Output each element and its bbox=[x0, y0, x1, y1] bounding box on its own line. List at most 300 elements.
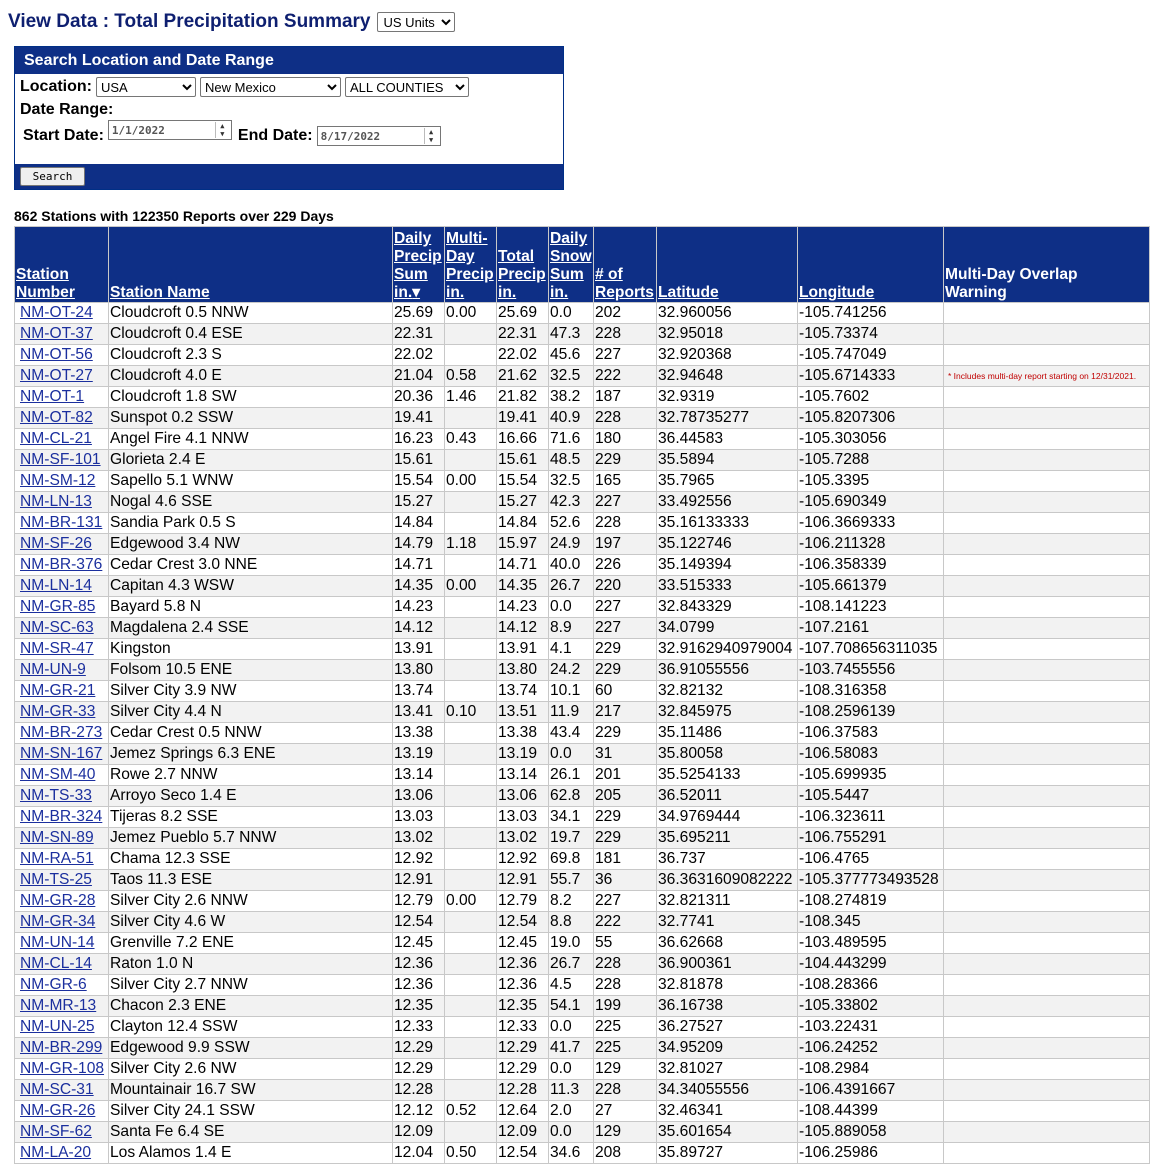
longitude-cell: -105.5447 bbox=[798, 786, 944, 807]
search-panel bbox=[14, 46, 564, 190]
multi-day-precip-cell bbox=[445, 807, 497, 828]
table-row bbox=[15, 576, 1150, 597]
station-name-cell: Angel Fire 4.1 NNW bbox=[109, 429, 393, 450]
latitude-cell: 36.27527 bbox=[657, 1017, 798, 1038]
end-date-label: End Date: bbox=[237, 127, 313, 144]
table-row bbox=[15, 345, 1150, 366]
total-precip-cell: 13.14 bbox=[497, 765, 549, 786]
station-number-link[interactable]: NM-GR-108 bbox=[20, 1060, 105, 1077]
station-number-link[interactable]: NM-SN-89 bbox=[20, 829, 94, 846]
start-date-value: 1/1/2022 bbox=[111, 123, 165, 137]
station-name-cell: Jemez Springs 6.3 ENE bbox=[109, 744, 393, 765]
report-count-cell: 228 bbox=[594, 513, 657, 534]
station-number-link[interactable]: NM-LN-14 bbox=[20, 577, 92, 594]
header-reports[interactable] bbox=[594, 227, 657, 303]
report-count-cell: 227 bbox=[594, 492, 657, 513]
overlap-warning-cell bbox=[944, 954, 1150, 975]
total-precip-cell: 21.62 bbox=[497, 366, 549, 387]
overlap-warning-cell bbox=[944, 513, 1150, 534]
multi-day-precip-cell: 0.00 bbox=[445, 891, 497, 912]
header-warning: Multi-Day Overlap Warning bbox=[944, 227, 1150, 303]
station-number-cell bbox=[15, 429, 109, 450]
multi-day-precip-cell bbox=[445, 450, 497, 471]
report-count-cell: 55 bbox=[594, 933, 657, 954]
daily-precip-cell: 14.79 bbox=[393, 534, 445, 555]
longitude-cell: -108.28366 bbox=[798, 975, 944, 996]
station-number-link[interactable]: NM-GR-28 bbox=[20, 892, 96, 909]
daily-snow-cell: 42.3 bbox=[549, 492, 594, 513]
table-row bbox=[15, 786, 1150, 807]
overlap-warning-cell bbox=[944, 639, 1150, 660]
table-row bbox=[15, 534, 1150, 555]
daily-precip-cell: 12.45 bbox=[393, 933, 445, 954]
report-count-cell: 228 bbox=[594, 324, 657, 345]
table-row bbox=[15, 996, 1150, 1017]
daily-precip-cell: 12.36 bbox=[393, 975, 445, 996]
daily-precip-cell: 20.36 bbox=[393, 387, 445, 408]
report-count-cell: 229 bbox=[594, 450, 657, 471]
multi-day-precip-cell: 0.00 bbox=[445, 576, 497, 597]
table-row bbox=[15, 1122, 1150, 1143]
station-number-cell bbox=[15, 954, 109, 975]
sort-latitude-link[interactable]: Latitude bbox=[658, 284, 719, 301]
station-number-cell bbox=[15, 1017, 109, 1038]
station-name-cell: Silver City 4.6 W bbox=[109, 912, 393, 933]
county-select[interactable] bbox=[345, 77, 469, 97]
station-number-link[interactable]: NM-LA-20 bbox=[20, 1144, 92, 1161]
total-precip-cell: 15.54 bbox=[497, 471, 549, 492]
station-number-link[interactable]: NM-SF-101 bbox=[20, 451, 101, 468]
header-station-number[interactable] bbox=[15, 227, 109, 303]
overlap-warning-cell bbox=[944, 1080, 1150, 1101]
daily-snow-cell: 0.0 bbox=[549, 303, 594, 324]
station-number-cell bbox=[15, 366, 109, 387]
station-number-link[interactable]: NM-TS-33 bbox=[20, 787, 92, 804]
units-select[interactable] bbox=[377, 12, 455, 32]
daily-precip-cell: 15.54 bbox=[393, 471, 445, 492]
total-precip-cell: 21.82 bbox=[497, 387, 549, 408]
total-precip-cell: 13.06 bbox=[497, 786, 549, 807]
total-precip-cell: 19.41 bbox=[497, 408, 549, 429]
daily-precip-cell: 12.29 bbox=[393, 1038, 445, 1059]
longitude-cell: -105.377773493528 bbox=[798, 870, 944, 891]
station-number-link[interactable]: NM-SR-47 bbox=[20, 640, 94, 657]
station-number-link[interactable]: NM-UN-25 bbox=[20, 1018, 95, 1035]
daily-precip-cell: 14.12 bbox=[393, 618, 445, 639]
daily-precip-cell: 12.36 bbox=[393, 954, 445, 975]
overlap-warning-cell bbox=[944, 891, 1150, 912]
station-name-cell: Chacon 2.3 ENE bbox=[109, 996, 393, 1017]
daily-snow-cell: 4.1 bbox=[549, 639, 594, 660]
page-title: View Data : Total Precipitation Summary bbox=[8, 11, 371, 32]
multi-day-precip-cell bbox=[445, 870, 497, 891]
station-name-cell: Silver City 2.7 NNW bbox=[109, 975, 393, 996]
overlap-warning-cell bbox=[944, 681, 1150, 702]
start-date-spinner-icon[interactable]: ▲ ▼ bbox=[215, 122, 229, 138]
station-number-link[interactable]: NM-CL-21 bbox=[20, 430, 92, 447]
daily-snow-cell: 24.9 bbox=[549, 534, 594, 555]
longitude-cell: -105.889058 bbox=[798, 1122, 944, 1143]
overlap-warning-cell bbox=[944, 576, 1150, 597]
station-number-link[interactable]: NM-BR-273 bbox=[20, 724, 103, 741]
daily-precip-cell: 13.80 bbox=[393, 660, 445, 681]
station-number-cell bbox=[15, 1059, 109, 1080]
station-number-link[interactable]: NM-GR-33 bbox=[20, 703, 96, 720]
report-count-cell: 220 bbox=[594, 576, 657, 597]
header-latitude[interactable] bbox=[657, 227, 798, 303]
station-name-cell: Sunspot 0.2 SSW bbox=[109, 408, 393, 429]
daily-snow-cell: 34.6 bbox=[549, 1143, 594, 1164]
station-name-cell: Sandia Park 0.5 S bbox=[109, 513, 393, 534]
header-total-precip[interactable] bbox=[497, 227, 549, 303]
station-number-link[interactable]: NM-OT-24 bbox=[20, 304, 93, 321]
station-number-link[interactable]: NM-OT-27 bbox=[20, 367, 93, 384]
multi-day-precip-cell: 0.00 bbox=[445, 303, 497, 324]
station-name-cell: Cloudcroft 1.8 SW bbox=[109, 387, 393, 408]
latitude-cell: 32.845975 bbox=[657, 702, 798, 723]
daily-precip-cell: 14.35 bbox=[393, 576, 445, 597]
daily-snow-cell: 0.0 bbox=[549, 597, 594, 618]
overlap-warning-cell bbox=[944, 429, 1150, 450]
table-row bbox=[15, 870, 1150, 891]
station-number-link[interactable]: NM-LN-13 bbox=[20, 493, 92, 510]
longitude-cell: -105.661379 bbox=[798, 576, 944, 597]
daily-snow-cell: 55.7 bbox=[549, 870, 594, 891]
latitude-cell: 35.89727 bbox=[657, 1143, 798, 1164]
daily-snow-cell: 43.4 bbox=[549, 723, 594, 744]
station-number-cell bbox=[15, 975, 109, 996]
daily-snow-cell: 40.0 bbox=[549, 555, 594, 576]
multi-day-precip-cell: 1.46 bbox=[445, 387, 497, 408]
multi-day-precip-cell bbox=[445, 618, 497, 639]
station-number-cell bbox=[15, 933, 109, 954]
table-row bbox=[15, 408, 1150, 429]
multi-day-precip-cell bbox=[445, 513, 497, 534]
multi-day-precip-cell bbox=[445, 1017, 497, 1038]
station-name-cell: Magdalena 2.4 SSE bbox=[109, 618, 393, 639]
country-select[interactable] bbox=[96, 77, 196, 97]
daily-snow-cell: 19.7 bbox=[549, 828, 594, 849]
total-precip-cell: 12.28 bbox=[497, 1080, 549, 1101]
longitude-cell: -104.443299 bbox=[798, 954, 944, 975]
multi-day-precip-cell: 0.52 bbox=[445, 1101, 497, 1122]
report-count-cell: 229 bbox=[594, 828, 657, 849]
daily-snow-cell: 0.0 bbox=[549, 1122, 594, 1143]
station-number-link[interactable]: NM-RA-51 bbox=[20, 850, 94, 867]
station-number-cell bbox=[15, 996, 109, 1017]
table-row bbox=[15, 324, 1150, 345]
station-name-cell: Bayard 5.8 N bbox=[109, 597, 393, 618]
latitude-cell: 35.5254133 bbox=[657, 765, 798, 786]
daily-snow-cell: 4.5 bbox=[549, 975, 594, 996]
station-number-link[interactable]: NM-GR-6 bbox=[20, 976, 87, 993]
daily-snow-cell: 69.8 bbox=[549, 849, 594, 870]
end-date-input[interactable] bbox=[317, 126, 441, 146]
multi-day-precip-cell bbox=[445, 933, 497, 954]
station-number-link[interactable]: NM-SN-167 bbox=[20, 745, 103, 762]
longitude-cell: -106.323611 bbox=[798, 807, 944, 828]
station-name-cell: Capitan 4.3 WSW bbox=[109, 576, 393, 597]
sort-station-name-link[interactable]: Station Name bbox=[110, 284, 210, 301]
latitude-cell: 35.601654 bbox=[657, 1122, 798, 1143]
station-number-cell bbox=[15, 1038, 109, 1059]
station-number-cell bbox=[15, 534, 109, 555]
report-count-cell: 180 bbox=[594, 429, 657, 450]
table-row bbox=[15, 1143, 1150, 1164]
table-row bbox=[15, 1101, 1150, 1122]
station-number-link[interactable]: NM-SC-63 bbox=[20, 619, 94, 636]
longitude-cell: -108.2596139 bbox=[798, 702, 944, 723]
location-row bbox=[20, 76, 469, 98]
sort-daily-snow-link[interactable]: Daily Snow Sum in. bbox=[550, 230, 592, 301]
latitude-cell: 35.7965 bbox=[657, 471, 798, 492]
sort-daily-precip-link[interactable]: Daily Precip Sum in.▾ bbox=[394, 230, 442, 301]
daily-snow-cell: 41.7 bbox=[549, 1038, 594, 1059]
multi-day-precip-cell: 1.18 bbox=[445, 534, 497, 555]
multi-day-precip-cell bbox=[445, 492, 497, 513]
station-number-link[interactable]: NM-OT-82 bbox=[20, 409, 93, 426]
start-date-label: Start Date: bbox=[23, 127, 104, 144]
table-row bbox=[15, 1080, 1150, 1101]
total-precip-cell: 12.91 bbox=[497, 870, 549, 891]
station-number-link[interactable]: NM-OT-56 bbox=[20, 346, 93, 363]
location-label: Location: bbox=[20, 78, 92, 95]
station-name-cell: Raton 1.0 N bbox=[109, 954, 393, 975]
header-station-name[interactable] bbox=[109, 227, 393, 303]
total-precip-cell: 13.74 bbox=[497, 681, 549, 702]
station-number-cell bbox=[15, 723, 109, 744]
table-row bbox=[15, 471, 1150, 492]
total-precip-cell: 13.91 bbox=[497, 639, 549, 660]
total-precip-cell: 15.27 bbox=[497, 492, 549, 513]
multi-day-precip-cell bbox=[445, 597, 497, 618]
station-number-link[interactable]: NM-GR-34 bbox=[20, 913, 96, 930]
station-number-link[interactable]: NM-BR-324 bbox=[20, 808, 103, 825]
multi-day-precip-cell bbox=[445, 996, 497, 1017]
latitude-cell: 32.960056 bbox=[657, 303, 798, 324]
station-number-cell bbox=[15, 786, 109, 807]
total-precip-cell: 12.36 bbox=[497, 975, 549, 996]
station-number-link[interactable]: NM-BR-131 bbox=[20, 514, 103, 531]
overlap-warning-cell bbox=[944, 1017, 1150, 1038]
multi-day-precip-cell bbox=[445, 954, 497, 975]
station-number-link[interactable]: NM-SF-26 bbox=[20, 535, 92, 552]
station-name-cell: Los Alamos 1.4 E bbox=[109, 1143, 393, 1164]
daily-precip-cell: 12.92 bbox=[393, 849, 445, 870]
station-number-link[interactable]: NM-GR-26 bbox=[20, 1102, 96, 1119]
total-precip-cell: 13.19 bbox=[497, 744, 549, 765]
station-name-cell: Grenville 7.2 ENE bbox=[109, 933, 393, 954]
report-count-cell: 202 bbox=[594, 303, 657, 324]
station-name-cell: Cloudcroft 4.0 E bbox=[109, 366, 393, 387]
sort-longitude-link[interactable]: Longitude bbox=[799, 284, 875, 301]
station-number-link[interactable]: NM-OT-1 bbox=[20, 388, 85, 405]
overlap-warning-cell bbox=[944, 471, 1150, 492]
daily-precip-cell: 12.35 bbox=[393, 996, 445, 1017]
multi-day-precip-cell bbox=[445, 1038, 497, 1059]
station-number-cell bbox=[15, 828, 109, 849]
station-number-link[interactable]: NM-TS-25 bbox=[20, 871, 92, 888]
multi-day-precip-cell bbox=[445, 408, 497, 429]
station-name-cell: Silver City 3.9 NW bbox=[109, 681, 393, 702]
daily-snow-cell: 24.2 bbox=[549, 660, 594, 681]
overlap-warning-cell bbox=[944, 702, 1150, 723]
daily-snow-cell: 38.2 bbox=[549, 387, 594, 408]
daily-snow-cell: 8.9 bbox=[549, 618, 594, 639]
latitude-cell: 36.900361 bbox=[657, 954, 798, 975]
daily-snow-cell: 32.5 bbox=[549, 471, 594, 492]
station-number-link[interactable]: NM-SF-62 bbox=[20, 1123, 92, 1140]
latitude-cell: 35.11486 bbox=[657, 723, 798, 744]
multi-day-precip-cell: 0.43 bbox=[445, 429, 497, 450]
station-number-cell bbox=[15, 1101, 109, 1122]
header-daily-precip[interactable] bbox=[393, 227, 445, 303]
daily-snow-cell: 45.6 bbox=[549, 345, 594, 366]
multi-day-precip-cell bbox=[445, 723, 497, 744]
longitude-cell: -107.2161 bbox=[798, 618, 944, 639]
total-precip-cell: 12.29 bbox=[497, 1059, 549, 1080]
station-number-link[interactable]: NM-UN-14 bbox=[20, 934, 95, 951]
longitude-cell: -105.699935 bbox=[798, 765, 944, 786]
station-number-cell bbox=[15, 765, 109, 786]
daily-precip-cell: 12.29 bbox=[393, 1059, 445, 1080]
station-name-cell: Santa Fe 6.4 SE bbox=[109, 1122, 393, 1143]
latitude-cell: 36.62668 bbox=[657, 933, 798, 954]
report-count-cell: 222 bbox=[594, 912, 657, 933]
search-panel-heading: Search Location and Date Range bbox=[15, 47, 563, 74]
station-number-link[interactable]: NM-BR-376 bbox=[20, 556, 103, 573]
overlap-warning-cell bbox=[944, 975, 1150, 996]
longitude-cell: -108.274819 bbox=[798, 891, 944, 912]
station-number-cell bbox=[15, 492, 109, 513]
longitude-cell: -106.4765 bbox=[798, 849, 944, 870]
station-name-cell: Cloudcroft 0.5 NNW bbox=[109, 303, 393, 324]
total-precip-cell: 12.54 bbox=[497, 912, 549, 933]
total-precip-cell: 12.79 bbox=[497, 891, 549, 912]
table-row bbox=[15, 513, 1150, 534]
latitude-cell: 35.80058 bbox=[657, 744, 798, 765]
station-number-link[interactable]: NM-GR-85 bbox=[20, 598, 96, 615]
daily-snow-cell: 11.3 bbox=[549, 1080, 594, 1101]
longitude-cell: -108.44399 bbox=[798, 1101, 944, 1122]
longitude-cell: -106.755291 bbox=[798, 828, 944, 849]
report-count-cell: 228 bbox=[594, 954, 657, 975]
overlap-warning-cell bbox=[944, 387, 1150, 408]
daily-precip-cell: 15.61 bbox=[393, 450, 445, 471]
station-number-link[interactable]: NM-SM-12 bbox=[20, 472, 96, 489]
longitude-cell: -105.690349 bbox=[798, 492, 944, 513]
station-number-cell bbox=[15, 870, 109, 891]
longitude-cell: -105.3395 bbox=[798, 471, 944, 492]
latitude-cell: 32.821311 bbox=[657, 891, 798, 912]
daily-snow-cell: 26.1 bbox=[549, 765, 594, 786]
station-number-link[interactable]: NM-OT-37 bbox=[20, 325, 93, 342]
end-date-value: 8/17/2022 bbox=[320, 129, 381, 143]
report-count-cell: 217 bbox=[594, 702, 657, 723]
total-precip-cell: 12.64 bbox=[497, 1101, 549, 1122]
total-precip-cell: 12.29 bbox=[497, 1038, 549, 1059]
search-button[interactable]: Search bbox=[20, 167, 85, 186]
station-number-link[interactable]: NM-GR-21 bbox=[20, 682, 96, 699]
sort-reports-link[interactable]: # of Reports bbox=[595, 266, 654, 301]
total-precip-cell: 13.02 bbox=[497, 828, 549, 849]
daily-precip-cell: 13.38 bbox=[393, 723, 445, 744]
header-longitude[interactable] bbox=[798, 227, 944, 303]
sort-station-number-link[interactable]: Station Number bbox=[16, 266, 75, 301]
station-number-link[interactable]: NM-SC-31 bbox=[20, 1081, 94, 1098]
overlap-warning-cell bbox=[944, 324, 1150, 345]
overlap-warning-cell bbox=[944, 492, 1150, 513]
table-row bbox=[15, 555, 1150, 576]
total-precip-cell: 12.92 bbox=[497, 849, 549, 870]
table-row bbox=[15, 849, 1150, 870]
station-number-link[interactable]: NM-CL-14 bbox=[20, 955, 92, 972]
longitude-cell: -108.141223 bbox=[798, 597, 944, 618]
station-name-cell: Folsom 10.5 ENE bbox=[109, 660, 393, 681]
report-count-cell: 229 bbox=[594, 639, 657, 660]
overlap-warning-cell bbox=[944, 744, 1150, 765]
report-count-cell: 229 bbox=[594, 807, 657, 828]
overlap-warning-cell bbox=[944, 786, 1150, 807]
report-count-cell: 187 bbox=[594, 387, 657, 408]
header-multi-day-precip[interactable] bbox=[445, 227, 497, 303]
overlap-warning-cell bbox=[944, 933, 1150, 954]
total-precip-cell: 13.38 bbox=[497, 723, 549, 744]
daily-snow-cell: 40.9 bbox=[549, 408, 594, 429]
daily-precip-cell: 13.14 bbox=[393, 765, 445, 786]
total-precip-cell: 12.09 bbox=[497, 1122, 549, 1143]
latitude-cell: 32.7741 bbox=[657, 912, 798, 933]
overlap-warning-cell bbox=[944, 870, 1150, 891]
station-number-link[interactable]: NM-MR-13 bbox=[20, 997, 97, 1014]
daily-precip-cell: 12.28 bbox=[393, 1080, 445, 1101]
overlap-warning-cell bbox=[944, 1038, 1150, 1059]
report-count-cell: 165 bbox=[594, 471, 657, 492]
latitude-cell: 34.0799 bbox=[657, 618, 798, 639]
sort-multi-day-link[interactable]: Multi- Day Precip in. bbox=[446, 230, 494, 301]
total-precip-cell: 12.35 bbox=[497, 996, 549, 1017]
daily-snow-cell: 52.6 bbox=[549, 513, 594, 534]
multi-day-precip-cell bbox=[445, 849, 497, 870]
latitude-cell: 32.81878 bbox=[657, 975, 798, 996]
daily-snow-cell: 26.7 bbox=[549, 954, 594, 975]
sort-total-precip-link[interactable]: Total Precip in. bbox=[498, 248, 546, 301]
station-number-link[interactable]: NM-SM-40 bbox=[20, 766, 96, 783]
report-count-cell: 228 bbox=[594, 1080, 657, 1101]
station-name-cell: Nogal 4.6 SSE bbox=[109, 492, 393, 513]
report-count-cell: 181 bbox=[594, 849, 657, 870]
latitude-cell: 32.82132 bbox=[657, 681, 798, 702]
header-daily-snow[interactable] bbox=[549, 227, 594, 303]
multi-day-precip-cell: 0.58 bbox=[445, 366, 497, 387]
longitude-cell: -106.358339 bbox=[798, 555, 944, 576]
table-row bbox=[15, 450, 1150, 471]
latitude-cell: 34.95209 bbox=[657, 1038, 798, 1059]
overlap-warning-cell bbox=[944, 828, 1150, 849]
station-number-cell bbox=[15, 345, 109, 366]
end-date-spinner-icon[interactable]: ▲ ▼ bbox=[424, 128, 438, 144]
state-select[interactable] bbox=[200, 77, 341, 97]
multi-day-precip-cell bbox=[445, 660, 497, 681]
station-number-link[interactable]: NM-UN-9 bbox=[20, 661, 86, 678]
daily-precip-cell: 25.69 bbox=[393, 303, 445, 324]
start-date-input[interactable] bbox=[108, 120, 232, 140]
report-count-cell: 227 bbox=[594, 345, 657, 366]
longitude-cell: -106.37583 bbox=[798, 723, 944, 744]
multi-day-precip-cell bbox=[445, 744, 497, 765]
longitude-cell: -108.2984 bbox=[798, 1059, 944, 1080]
station-number-link[interactable]: NM-BR-299 bbox=[20, 1039, 103, 1056]
